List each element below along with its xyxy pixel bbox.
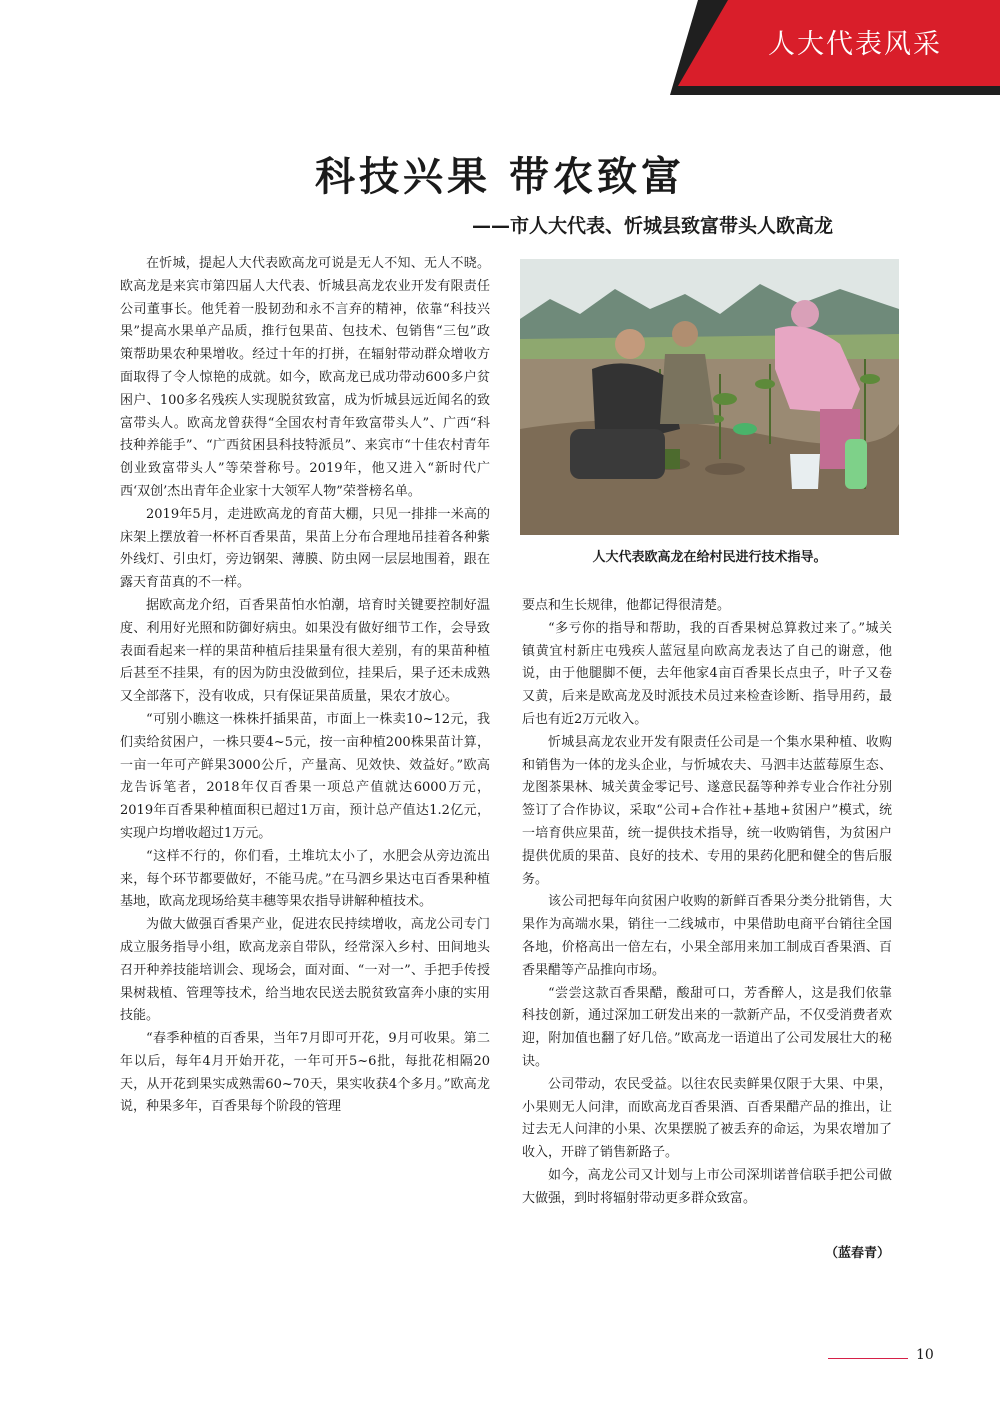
paragraph: 忻城县高龙农业开发有限责任公司是一个集水果种植、收购和销售为一体的龙头企业，与忻城农夫、马泗丰达蓝莓原生态、龙图茶果林、城关黄金零记号、遂意民磊等种养专业合作社分别签订了合作协议，采取“公司+合作社+基地+贫困户”模式，统一培育供应果苗，统一提供技术指导，统一收购销售，为贫困户提供优质的果苗、良好的技术、专用的果药化肥和健全的售后服务。	[522, 734, 892, 887]
photo-caption: 人大代表欧高龙在给村民进行技术指导。	[592, 550, 827, 565]
article-photo	[520, 259, 899, 535]
paragraph: 为做大做强百香果产业，促进农民持续增收，高龙公司专门成立服务指导小组，欧高龙亲自带队，经常深入乡村、田间地头召开种养技能培训会、现场会，面对面、“一对一”、手把手传授果树栽植、管理等技术，给当地农民送去脱贫致富奔小康的实用技能。	[120, 917, 490, 1024]
paragraph: “尝尝这款百香果醋，酸甜可口，芳香醉人，这是我们依靠科技创新，通过深加工研发出来的一款新产品，不仅受消费者欢迎，附加值也翻了好几倍。”欧高龙一语道出了公司发展壮大的秘诀。	[522, 985, 892, 1069]
article-column-right	[522, 595, 892, 1211]
paragraph: 2019年5月，走进欧高龙的育苗大棚，只见一排排一米高的床架上摆放着一杯杯百香果苗，果苗上分布合理地吊挂着各种紫外线灯、引虫灯，旁边钢架、薄膜、防虫网一层层地围着，跟在露天育苗真的不一样。	[120, 506, 490, 591]
paragraph: “这样不行的，你们看，土堆坑太小了，水肥会从旁边流出来，每个环节都要做好，不能马虎。”在马泗乡果达屯百香果种植基地，欧高龙现场给莫丰穗等果农指导讲解种植技术。	[120, 848, 490, 910]
paragraph: 公司带动，农民受益。以往农民卖鲜果仅限于大果、中果，小果则无人问津，而欧高龙百香果酒、百香果醋产品的推出，让过去无人问津的小果、次果摆脱了被丢弃的命运，为果农增加了收入，开辟了销售新路子。	[522, 1076, 892, 1161]
section-label: 人大代表风采	[768, 29, 942, 60]
footer-rule	[828, 1358, 908, 1359]
article-title: 科技兴果 带农致富	[315, 153, 685, 200]
article-column-left	[120, 253, 490, 1119]
author-byline: （蓝春青）	[824, 1246, 890, 1261]
paragraph: 该公司把每年向贫困户收购的新鲜百香果分类分批销售，大果作为高端水果，销往一二线城市，中果借助电商平台销往全国各地，价格高出一倍左右，小果全部用来加工制成百香果酒、百香果醋等产品推向市场。	[522, 894, 892, 978]
paragraph: 据欧高龙介绍，百香果苗怕水怕潮，培育时关键要控制好温度、利用好光照和防御好病虫。如果没有做好细节工作，会导致表面看起来一样的果苗种植后挂果量有很大差别，有的果苗种植后甚至不挂果，有的因为防虫没做到位，挂果后，果子还未成熟又全部落下，没有收成，只有保证果苗质量，果农才放心。	[120, 597, 490, 705]
paragraph: “多亏你的指导和帮助，我的百香果树总算救过来了。”城关镇黄宜村新庄屯残疾人蓝冠星向欧高龙表达了自己的谢意，他说，由于他腿脚不便，去年他家4亩百香果长点虫子，叶子又卷又黄，后来是欧高龙及时派技术员过来检查诊断、指导用药，最后也有近2万元收入。	[522, 620, 892, 727]
paragraph: 要点和生长规律，他都记得很清楚。	[522, 598, 731, 613]
paragraph: “可别小瞧这一株株扦插果苗，市面上一株卖10~12元，我们卖给贫困户，一株只要4~5元，按一亩种植200株果苗计算，一亩一年可产鲜果3000公斤，产量高、见效快、效益好。”欧高龙告诉笔者，2018年仅百香果一项总产值就达6000万元，2019年百香果种植面积已超过1万亩，预计总产值达1.2亿元，实现户均增收超过1万元。	[120, 711, 490, 841]
page-number: 10	[916, 1347, 934, 1363]
paragraph: 在忻城，提起人大代表欧高龙可说是无人不知、无人不晓。欧高龙是来宾市第四届人大代表、忻城县高龙农业开发有限责任公司董事长。他凭着一股韧劲和永不言弃的精神，依靠“科技兴果”提高水果单产品质，推行包果苗、包技术、包销售“三包”政策帮助果农种果增收。经过十年的打拼，在辐射带动群众增收方面取得了令人惊艳的成就。如今，欧高龙已成功带动600多户贫困户、100多名残疾人实现脱贫致富，成为忻城县远近闻名的致富带头人。欧高龙曾获得“全国农村青年致富带头人”、广西“科技种养能手”、“广西贫困县科技特派员”、来宾市“十佳农村青年创业致富带头人”等荣誉称号。2019年，他又进入“新时代广西‘双创’杰出青年企业家十大领军人物”荣誉榜名单。	[120, 256, 490, 499]
paragraph: 如今，高龙公司又计划与上市公司深圳诺普信联手把公司做大做强，到时将辐射带动更多群众致富。	[522, 1167, 892, 1206]
paragraph: “春季种植的百香果，当年7月即可开花，9月可收果。第二年以后，每年4月开始开花，一年可开5~6批，每批花相隔20天，从开花到果实成熟需60~70天，果实收获4个多月。”欧高龙说，种果多年，百香果每个阶段的管理	[120, 1031, 490, 1115]
article-subtitle: ——市人大代表、忻城县致富带头人欧高龙	[472, 215, 834, 237]
